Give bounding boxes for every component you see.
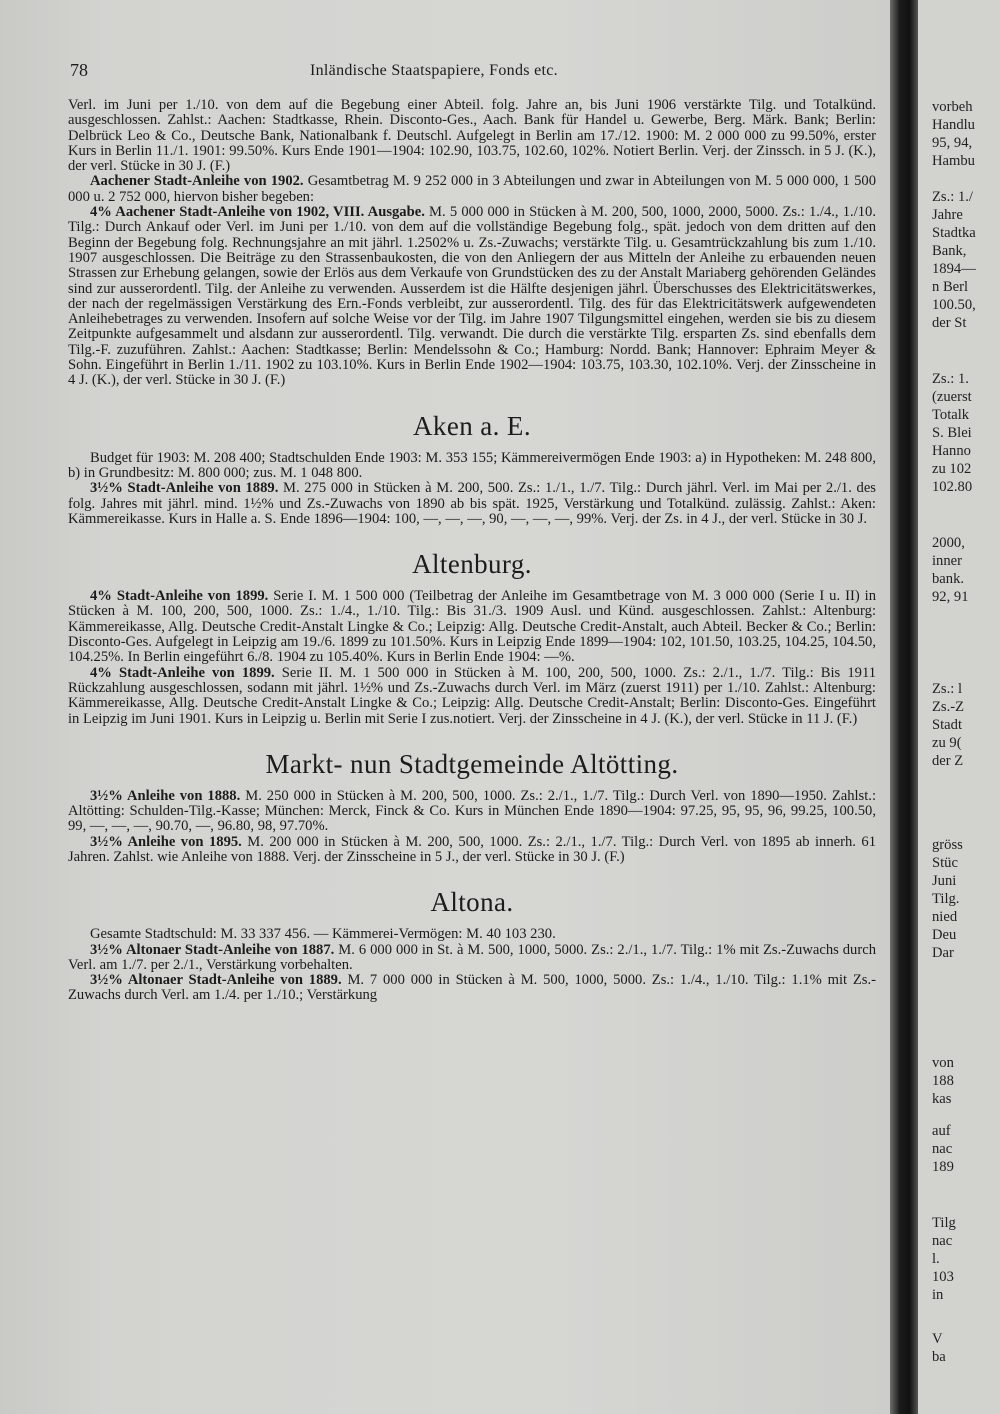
facing-page-fragment: Stadt [932, 717, 962, 733]
facing-page-fragment: Tilg [932, 1215, 956, 1231]
paragraph-text: M. 7 000 000 in Stücken à M. 500, 1000, 5000. Zs.: 1./4., 1./10. Tilg.: 1.1% mit Zs.-Zuwachs durch Verl. am 1./4. per 1./10.; Verstärkung [68, 972, 876, 1004]
facing-page-fragment: Stüc [932, 855, 958, 871]
facing-page-fragment: n Berl [932, 279, 969, 295]
loan-heading: 3½% Anleihe von 1895. [90, 833, 242, 850]
facing-page-fragment: Bank, [932, 243, 967, 259]
facing-page-fragment: Zs.: 1./ [932, 189, 973, 205]
facing-page-fragment: Handlu [932, 117, 975, 133]
loan-heading: 3½% Anleihe von 1888. [90, 787, 241, 804]
facing-page-fragment: der St [932, 315, 967, 331]
facing-page-fragment: Dar [932, 945, 954, 961]
facing-page-fragment: nac [932, 1141, 953, 1157]
facing-page-fragment: 1894— [932, 261, 976, 277]
facing-page-fragment: zu 9( [932, 735, 962, 751]
facing-page-fragment: 2000, [932, 535, 965, 551]
facing-page-fragment: Tilg. [932, 891, 960, 907]
page-number: 78 [70, 60, 88, 80]
facing-page-fragment: zu 102 [932, 461, 972, 477]
page-header [70, 60, 870, 84]
paragraph [68, 481, 876, 527]
paragraph [68, 973, 876, 1004]
facing-page-fragment: l. [932, 1251, 940, 1267]
facing-page-fragment: 188 [932, 1073, 954, 1089]
paragraph [68, 943, 876, 974]
book-gutter [890, 0, 918, 1414]
facing-page-fragment: (zuerst [932, 389, 972, 405]
facing-page-fragment: 100.50, [932, 297, 976, 313]
paragraph [68, 174, 876, 205]
paragraph [68, 789, 876, 835]
paragraph-text: M. 250 000 in Stücken à M. 200, 500, 1000. Zs.: 2./1., 1./7. Tilg.: Durch Verl. von 1890—1950. Zahlst.: Altötting: Schulden-Tilg.-Kasse; München: Merck, Finck & Co. Kurs in München Ende 1890—1904: 97.25, 95, 95, 96, 99.25, 100.50, 99, —, —, —, 90.70, —, 96.80, 98, 97.70%. [68, 787, 876, 835]
loan-heading: 4% Stadt-Anleihe von 1899. [90, 664, 275, 681]
section-title: Aken a. E. [413, 410, 531, 441]
facing-page-fragment: 189 [932, 1159, 954, 1175]
paragraph-text: Gesamtbetrag M. 9 252 000 in 3 Abteilungen und zwar in Abteilungen von M. 5 000 000, 1 500 000 u. 2 752 000, hiervon bisher begeben: [68, 173, 876, 205]
facing-page-fragment: 92, 91 [932, 589, 969, 605]
facing-page-fragment: von [932, 1055, 954, 1071]
section-title: Altona. [430, 887, 514, 918]
facing-page-fragment: Zs.-Z [932, 699, 965, 715]
facing-page-edge [918, 0, 1000, 1414]
paragraph [68, 666, 876, 727]
loan-heading: 4% Stadt-Anleihe von 1899. [90, 588, 269, 605]
facing-page-fragment: 95, 94, [932, 135, 973, 151]
facing-page-fragment: Deu [932, 927, 957, 943]
facing-page-fragment: der Z [932, 753, 964, 769]
facing-page-fragment: kas [932, 1091, 952, 1107]
loan-heading: 4% Aachener Stadt-Anleihe von 1902, VIII. Ausgabe. [90, 204, 425, 221]
page-body [68, 98, 876, 1004]
facing-page-fragment: vorbeh [932, 99, 973, 115]
running-title: Inländische Staatspapiere, Fonds etc. [310, 62, 558, 79]
paragraph [68, 927, 876, 942]
facing-page-fragment: inner [932, 553, 962, 569]
facing-page-fragment: S. Blei [932, 425, 972, 441]
paragraph-text: Serie II. M. 1 500 000 in Stücken à M. 100, 200, 500, 1000. Zs.: 2./1., 1./7. Tilg.: Bis 1911 Rückzahlung ausgeschlossen, sodann mit jährl. 1½% und Zs.-Zuwachs durch Verl. im März (zuerst 1911) per 1./10. Zahlst.: Altenburg: Kämmereikasse, Allg. Deutsche Credit-Anstalt Lingke & Co.; Leipzig: Allg. Deutsche Credit-Anstalt; Berlin: Disconto-Ges. Eingeführt in Leipzig im Juni 1901. Kurs in Leipzig u. Berlin mit Serie I zus.notiert. Verj. der Zinsscheine in 4 J. (K.), der verl. Stücke in 11 J. (F.) [68, 664, 876, 727]
facing-page-fragment: auf [932, 1123, 951, 1139]
paragraph-text: Budget für 1903: M. 208 400; Stadtschulden Ende 1903: M. 353 155; Kämmereivermögen Ende 1903: a) in Hypotheken: M. 248 800, b) in Grundbesitz: M. 800 000; zus. M. 1 048 800. [68, 449, 876, 481]
section-title: Altenburg. [412, 549, 532, 580]
facing-page-fragment: Zs.: l [932, 681, 962, 697]
facing-page-fragment: in [932, 1287, 944, 1303]
facing-page-fragment: bank. [932, 571, 965, 587]
loan-heading: 3½% Altonaer Stadt-Anleihe von 1889. [90, 972, 342, 989]
facing-page-fragment: Totalk [932, 407, 970, 423]
paragraph-text: Serie I. M. 1 500 000 (Teilbetrag der Anleihe im Gesamtbetrage von M. 3 000 000 (Serie I u. II) in Stücken à M. 100, 200, 500, 1000. Zs.: 1./4., 1./10. Tilg.: Bis 31./3. 1909 Ausl. und Künd. ausgeschlossen. Zahlst.: Altenburg: Kämmereikasse, Allg. Deutsche Credit-Anstalt Lingke & Co.; Leipzig: Allg. Deutsche Credit-Anstalt, auch Abteil. Becker & Co.; Berlin: Disconto-Ges. Aufgelegt in Leipzig am 19./6. 1899 zu 101.50%. Kurs in Leipzig Ende 1899—1904: 102, 101.50, 103.25, 104.25, 104.50, 104.25%. In Berlin eingeführt 6./8. 1904 zu 105.40%. Kurs in Berlin Ende 1904: —%. [68, 588, 877, 666]
facing-page-fragment: ba [932, 1349, 946, 1365]
facing-page-fragment: gröss [932, 837, 963, 853]
paragraph-text: M. 6 000 000 in St. à M. 500, 1000, 5000. Zs.: 2./1., 1./7. Tilg.: 1% mit Zs.-Zuwachs durch Verl. am 1./7. per 2./1., Verstärkung vorbehalten. [68, 941, 876, 973]
loan-heading: 3½% Stadt-Anleihe von 1889. [90, 480, 279, 497]
paragraph-text: Gesamte Stadtschuld: M. 33 337 456. — Kämmerei-Vermögen: M. 40 103 230. [90, 926, 556, 943]
paragraph [68, 98, 876, 174]
facing-page-fragment: Jahre [932, 207, 963, 223]
paragraph-text: M. 275 000 in Stücken à M. 200, 500. Zs.: 1./1., 1./7. Tilg.: Durch jährl. Verl. im Mai per 2./1. des folg. Jahres mit jährl. mind. 1½% und Zs.-Zuwachs von 1890 ab bis spät. 1925, Verstärkung und Totalkünd. zulässig. Zahlst.: Aken: Kämmereikasse. Kurs in Halle a. S. Ende 1896—1904: 100, —, —, —, 90, —, —, —, 99%. Verj. der Zs. in 4 J., der verl. Stücke in 30 J. [68, 480, 876, 527]
facing-page-fragment: Hanno [932, 443, 971, 459]
paragraph-text: Verl. im Juni per 1./10. von dem auf die Begebung einer Abteil. folg. Jahre an, bis Juni 1906 verstärkte Tilg. und Totalkünd. ausgeschlossen. Zahlst.: Aachen: Stadtkasse, Rhein. Disconto-Ges., Aach. Bank für Handel u. Gewerbe, Berg. Märk. Bank; Berlin: Delbrück Leo & Co., Deutsche Bank, Nationalbank f. Deutschl. Aufgelegt in Berlin am 17./12. 1900: M. 2 000 000 zu 99.50%, erster Kurs in Berlin 11./1. 1901: 99.50%. Kurs Ende 1901—1904: 102.90, 103.75, 102.60, 102%. Notiert Berlin. Verj. der Zinssch. in 5 J. (K.), der verl. Stücke in 30 J. (F.) [68, 97, 876, 175]
loan-heading: Aachener Stadt-Anleihe von 1902. [90, 173, 304, 190]
paragraph-text: M. 200 000 in Stücken à M. 200, 500, 1000. Zs.: 2./1., 1./7. Tilg.: Durch Verl. von 1895 ab innerh. 61 Jahren. Zahlst. wie Anleihe von 1888. Verj. der Zinsscheine in 5 J., der verl. Stücke in 30 J. (F.) [68, 833, 876, 865]
facing-page-fragment: nied [932, 909, 958, 925]
paragraph [68, 835, 876, 866]
paragraph [68, 589, 876, 665]
facing-page-fragment: 103 [932, 1269, 954, 1285]
facing-page-fragment: Zs.: 1. [932, 371, 969, 387]
paragraph [68, 205, 876, 389]
paragraph [68, 451, 876, 482]
facing-page-fragment: Stadtka [932, 225, 976, 241]
facing-page-fragment: V [932, 1331, 943, 1347]
loan-heading: 3½% Altonaer Stadt-Anleihe von 1887. [90, 941, 335, 958]
facing-page-fragment: Juni [932, 873, 957, 889]
facing-page-fragment: Hambu [932, 153, 975, 169]
facing-page-fragment: 102.80 [932, 479, 973, 495]
paragraph-text: M. 5 000 000 in Stücken à M. 200, 500, 1000, 2000, 5000. Zs.: 1./4., 1./10. Tilg.: Durch Ankauf oder Verl. im Juni per 1./10. von dem auf die vollständige Begebung folg., spät. jedoch von dem dritten auf den Beginn der Begebung folg. Rechnungsjahre an mit jährl. 1.2502% u. Zs.-Zuwachs; verstärkte Tilg. u. Gesamtrückzahlung bis zum 1./10. 1907 ausgeschlossen. Die Beiträge zu den Strassenbaukosten, die von den Anliegern der aus Mitteln der Anleihe zu erbauenden neuen Strassen zur Erhebung gelangen, sowie der Erlös aus dem Verkaufe von Grundstücken des zu der Anstalt Mariaberg gehörenden Geländes sind zur ausserordentl. Tilg. der Anleihe zu verwenden. Ausserdem ist die Hälfte desjenigen jährl. Überschusses des Elektricitätswerkes, der nach der regelmässigen Verstärkung des Ern.-Fonds verbleibt, zur ausserordentl. Tilg. des für das Elektricitätswerk aufgewendeten Anleihebetrages zu verwenden. Insofern auf solche Weise vor der Tilg. im Jahre 1907 Tilgungsmittel eingehen, werden sie bis zu diesem Zeitpunkte aufgesammelt und alsdann zur ausserordentl. Tilg. verwandt. Die durch die verstärkte Tilg. ersparten Zs. sind ebenfalls dem Tilg.-F. zuzuführen. Zahlst.: Aachen: Stadtkasse; Berlin: Mendelssohn & Co.; Hamburg: Nordd. Bank; Hannover: Ephraim Meyer & Sohn. Eingeführt in Berlin 1./11. 1902 zu 103.10%. Kurs in Berlin Ende 1902—1904: 103.75, 103.30, 102.10%. Verj. der Zinsscheine in 4 J. (K.), der verl. Stücke in 30 J. (F.) [68, 204, 876, 389]
section-title: Markt- nun Stadtgemeinde Altötting. [265, 748, 679, 779]
facing-page-fragment: nac [932, 1233, 953, 1249]
